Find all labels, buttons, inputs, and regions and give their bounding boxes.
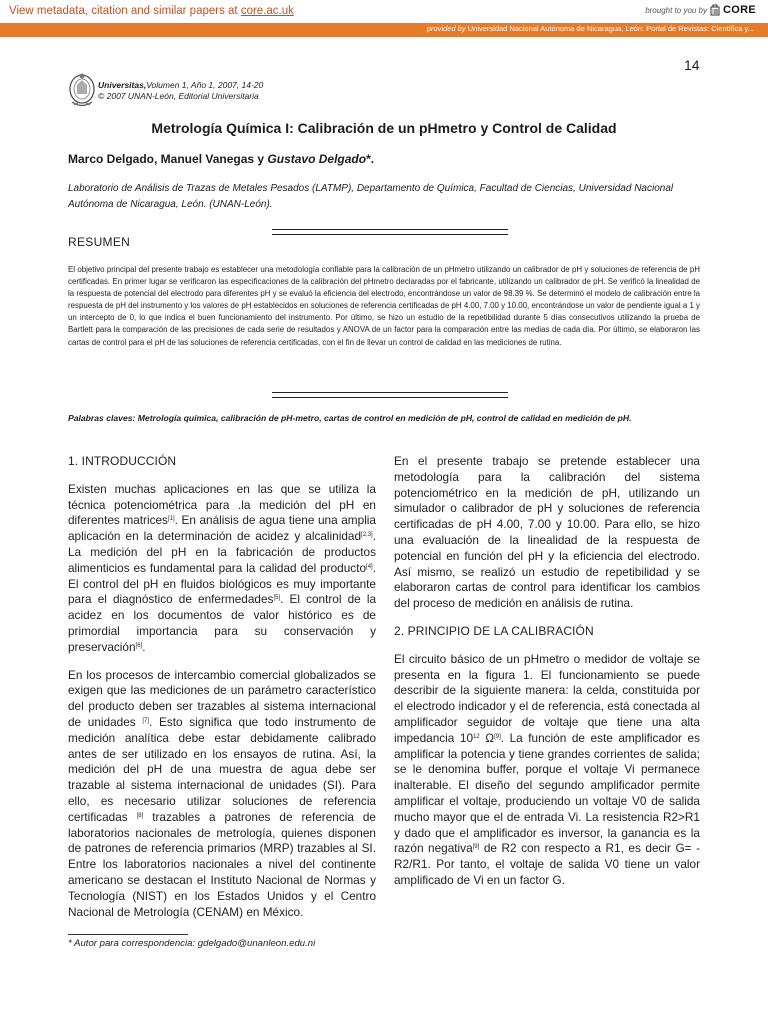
citation-ref: [9] [472, 844, 480, 851]
core-brand[interactable] [645, 4, 756, 16]
citation-ref: [4] [366, 563, 373, 570]
provided-by-bar [0, 23, 768, 37]
core-link-domain: core.ac.uk [240, 5, 294, 17]
authors-plain: Marco Delgado, Manuel Vanegas y [68, 152, 268, 166]
journal-volume: Volumen 1, Año 1, 2007, 14-20 [146, 80, 264, 90]
page-number: 14 [684, 57, 700, 73]
core-link-text: View metadata, citation and similar papers at [9, 5, 241, 17]
intro-paragraph-2: En los procesos de intercambio comercial globalizados se exigen que las mediciones de un parámetro característico del producto deben ser trazables al sistema internacional de unidades [7]. Esto significa que todo instrumento de medición analítica debe estar debidamente calibrado antes de ser utilizado en los ensayos de rutina. Así, la medición del pH de una muestra de agua debe ser trazable al sistema internacional de unidades (SI). Para ello, es necesario utilizar soluciones de referencia certificadas [8] trazables a patrones de referencia de laboratorios nacionales de metrología, quienes disponen de patrones de referencia primarios (MRP) trazables al SI. Entre los laboratorios nacionales a nivel del continente americano se destacan el Instituto Nacional de Normas y Tecnología (NIST) en los Estados Unidos y el Centro Nacional de Metrología (CENAM) en México. [68, 667, 376, 919]
core-logo-text: CORE [723, 4, 756, 16]
divider-top [272, 229, 508, 235]
journal-copyright: © 2007 UNAN-León, Editorial Universitaria [98, 91, 259, 101]
core-metadata-link[interactable] [9, 5, 294, 17]
citation-ref: [1] [167, 516, 175, 523]
citation-ref: [8] [136, 812, 144, 819]
provided-by-text[interactable] [427, 24, 754, 33]
footnote-correspondence: * Autor para correspondencia: gdelgado@unanleon.edu.ni [68, 938, 316, 949]
corresponding-author: Gustavo Delgado [267, 152, 367, 166]
section-2-heading: 2. PRINCIPIO DE LA CALIBRACIÓN [394, 623, 594, 638]
keywords: Palabras claves: Metrología química, calibración de pH-metro, cartas de control en medición de pH, control de calidad en medición de pH. [68, 413, 632, 423]
journal-name: Universitas, [98, 80, 147, 90]
affiliation: Laboratorio de Análisis de Trazas de Metales Pesados (LATMP), Departamento de Química, Facultad de Ciencias, Universidad Nacional Autónoma de Nicaragua, León. (UNAN-León). [68, 183, 674, 210]
exponent: 12 [473, 733, 480, 740]
paper-title: Metrología Química I: Calibración de un pHmetro y Control de Calidad [151, 120, 617, 136]
left-column [68, 454, 376, 920]
footnote-rule [68, 934, 188, 935]
authors [68, 152, 374, 166]
calibration-paragraph-1: El circuito básico de un pHmetro o medidor de voltaje se presenta en la figura 1. El funcionamiento se puede describir de la siguiente manera: la celda, constituida por el electrodo indicador y el de referencia, está conectada al amplificador seguidor de voltaje que tiene una alta impedancia $10^{12}$ Ω[9]. La función de este amplificador es amplificar la potencia y tiene grandes corrientes de salida; se le denomina buffer, porque el voltaje Vi permanece inalterable. El diseño del segundo amplificador permite amplificar el voltaje, produciendo un voltaje V0 de salida mucho mayor que el de entrada Vi. La resistencia R2>R1 y dado que el amplificador es inversor, la ganancia es la razón negativa[9] de R2 con respecto a R1, es decir G= - R2/R1. Por tanto, el voltaje de salida V0 tiene un valor amplificado de Vi en un factor G. [394, 651, 700, 887]
divider-middle [272, 392, 508, 398]
right-column [394, 454, 700, 889]
intro-paragraph-3: En el presente trabajo se pretende establecer una metodología para la calibración del sistema potenciométrico en la medición de pH, utilizando un simulador o calibrador de pH y soluciones de referencia certificadas de pH 4.00, 7.00 y 10.00. Para ello, se hizo una evaluación de la linealidad de la respuesta de potencial en función del pH y la eficiencia del electrodo. Así mismo, se realizó un estudio de repetibilidad y se elaboraron cartas de control para identificar los cambios del proceso de medición en análisis de rutina. [394, 454, 700, 611]
university-emblem-icon [68, 72, 96, 110]
resumen-heading: RESUMEN [68, 235, 131, 249]
citation-ref: [6] [135, 642, 143, 649]
citation-ref: [2,3] [361, 532, 373, 539]
core-banner [0, 0, 768, 24]
citation-ref: [5] [273, 595, 281, 602]
provided-by-label: provided by [426, 24, 466, 33]
brought-to-you-text: brought to you by [645, 5, 708, 15]
provided-by-source: Universidad Nacional Autónoma de Nicaragua, León: Portal de Revistas: Científica y... [467, 24, 754, 33]
authors-tail: *. [366, 152, 375, 166]
journal-citation [98, 80, 263, 102]
abstract-text: El objetivo principal del presente trabajo es establecer una metodología confiable para la calibración de un pHmetro utilizando un calibrador de pH y soluciones de referencia de pH certificadas. En primer lugar se verificaron las especificaciones de la calibración del pHmetro declaradas por el fabricante, utilizando un calibrador de pH. Se verificó la linealidad de la respuesta de potencial del electrodo para diferentes pH y se evaluó la eficiencia del electrodo, encontrándose un valor de 98.39 %. Se determinó el modelo de calibración entre la respuesta de pH del instrumento y los valores de pH establecidos en soluciones de referencia certificadas de pH 4.00, 7.00 y 10.00, encontrándose un valor de pendiente igual a 1 y un intercepto de 0, lo que indica el buen funcionamiento del instrumento. Por último, se hizo un estudio de la repetibilidad durante 5 días consecutivos utilizando la prueba de Bartlett para la comparación de las precisiones de cada serie de resultados y ANOVA de un factor para la comparación entre las medias de cada día. Por último, se elaboraron las cartas de control para el pH de las soluciones de referencia certificadas, con el fin de llevar un control de calidad en las mediciones de rutina. [68, 265, 700, 347]
core-logo-icon [710, 4, 720, 16]
citation-ref: [9] [494, 733, 501, 740]
intro-paragraph-1: Existen muchas aplicaciones en las que se utiliza la técnica potenciométrica para .la medición del pH en diferentes matrices[1]. En análisis de agua tiene una amplia aplicación en la determinación de acidez y alcalinidad[2,3]. La medición del pH en la fabricación de productos alimenticios es fundamental para la calidad del producto[4]. El control del pH en fluidos biológicos es muy importante para el diagnóstico de enfermedades[5]. El control de la acidez en los documentos de valor histórico es de primordial importancia para su conservación y preservación[6]. [68, 481, 377, 654]
citation-ref: [7] [142, 717, 150, 724]
section-1-heading: 1. INTRODUCCIÓN [68, 454, 177, 468]
